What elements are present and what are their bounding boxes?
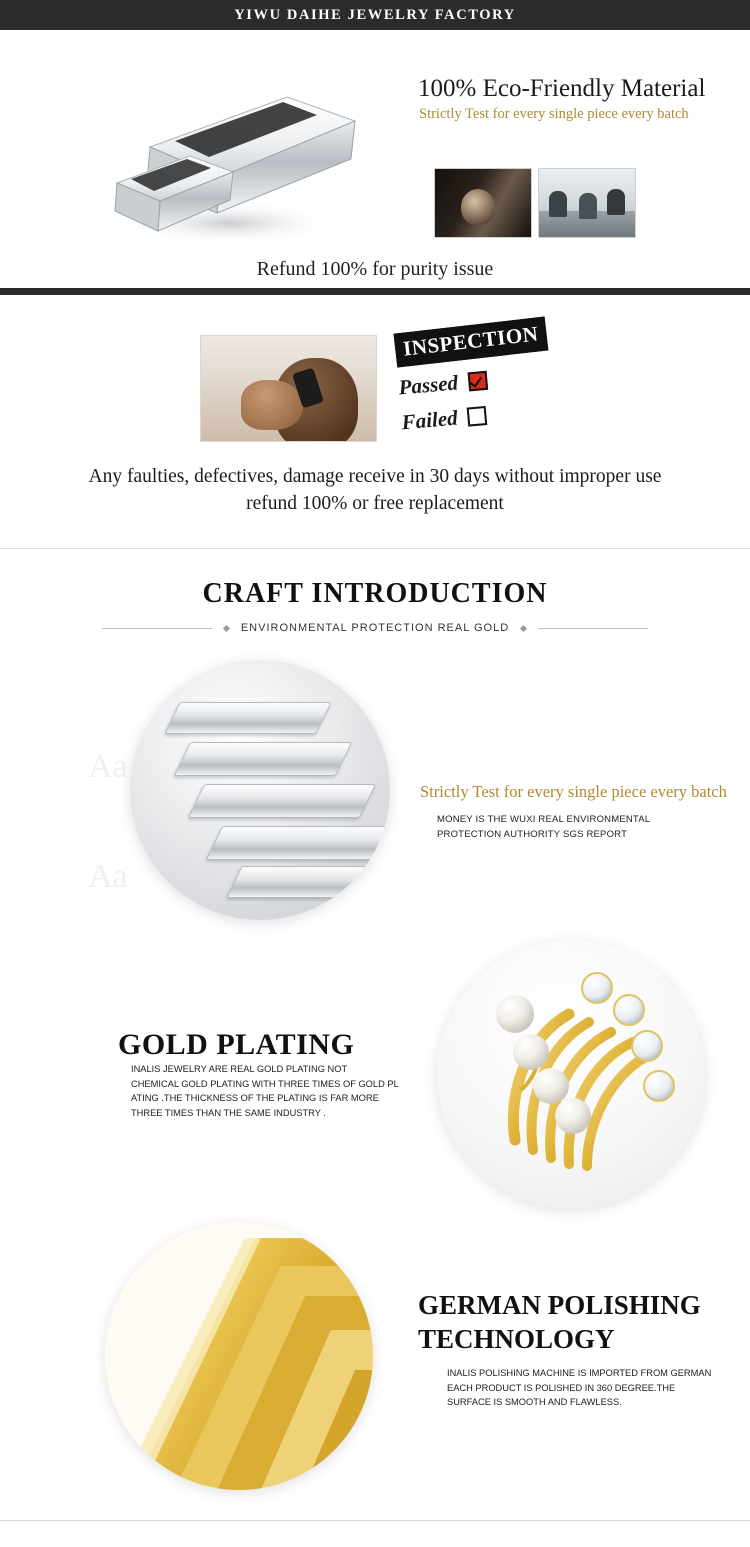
gemologist-inspecting-ring-photo [200,335,377,442]
craft-subtitle: ENVIRONMENTAL PROTECTION REAL GOLD [240,622,510,634]
pearl-gold-ring-image [437,940,705,1208]
gold-body-line-2: CHEMICAL GOLD PLATING WITH THREE TIMES OF GOLD PL [131,1078,399,1089]
gold-plating-title: GOLD PLATING [118,1028,355,1061]
inspection-passed-row [398,362,550,400]
german-body-line-1: INALIS POLISHING MACHINE IS IMPORTED FROM GERMAN [447,1368,712,1378]
diamond-dot-icon [223,624,230,631]
section-divider [0,288,750,295]
failed-label: Failed [400,405,459,435]
gold-body-line-1: INALIS JEWELRY ARE REAL GOLD PLATING NOT [131,1064,348,1074]
german-title-line-1: GERMAN POLISHING [418,1290,701,1320]
policy-line-1: Any faulties, defectives, damage receive in 30 days without improper use [88,466,662,487]
craft-subtitle-row [0,622,750,634]
watermark: Aa [88,748,128,785]
watermark: Aa [88,858,128,895]
polished-gold-surface-image [105,1222,373,1490]
diamond-dot-icon [520,624,527,631]
rule-right [538,628,648,629]
eco-subheading: Strictly Test for every single piece every batch [419,106,689,122]
gold-body-line-4: THREE TIMES THAN THE SAME INDUSTRY . [131,1107,326,1118]
factory-header-bar [0,0,750,30]
inspection-section [0,295,750,545]
eco-material-section [0,30,750,288]
eco-heading: 100% Eco-Friendly Material [418,75,706,102]
inspection-stamp-title: INSPECTION [394,317,549,368]
german-body-line-2: EACH PRODUCT IS POLISHED IN 360 DEGREE.THE [447,1382,676,1393]
refund-purity-caption: Refund 100% for purity issue [256,258,494,280]
german-body-line-3: SURFACE IS SMOOTH AND FLAWLESS. [447,1397,622,1407]
eco-photo-row [434,168,636,238]
inspection-policy-text [0,463,750,517]
silver-ingots-image [55,55,375,255]
sgs-line-1: MONEY IS THE WUXI REAL ENVIRONMENTAL [437,814,651,825]
gold-body-line-3: ATING .THE THICKNESS OF THE PLATING IS FAR MORE [131,1093,379,1103]
inspection-failed-row [401,397,553,435]
light-divider-top [0,548,750,549]
german-polishing-title [418,1288,748,1356]
german-title-line-2: TECHNOLOGY [418,1324,615,1354]
checkbox-checked-icon [467,371,488,392]
sgs-line-2: PROTECTION AUTHORITY SGS REPORT [437,829,628,840]
factory-name: YIWU DAIHE JEWELRY FACTORY [234,6,516,23]
inspector-hand [241,380,303,430]
bottom-divider [0,1520,750,1521]
passed-label: Passed [397,370,459,400]
craft-introduction-title: CRAFT INTRODUCTION [202,578,548,609]
jeweler-working-photo [434,168,532,238]
strict-test-line: Strictly Test for every single piece every batch [420,782,727,801]
gold-plating-body [131,1062,401,1120]
german-polishing-body [447,1366,717,1410]
checkbox-empty-icon [467,406,488,427]
sgs-report-text [437,812,650,842]
rule-left [102,628,212,629]
silver-ingot-stack-image [130,660,390,920]
laboratory-photo [538,168,636,238]
inspection-stamp [394,319,552,436]
policy-line-2: refund 100% or free replacement [246,493,504,514]
